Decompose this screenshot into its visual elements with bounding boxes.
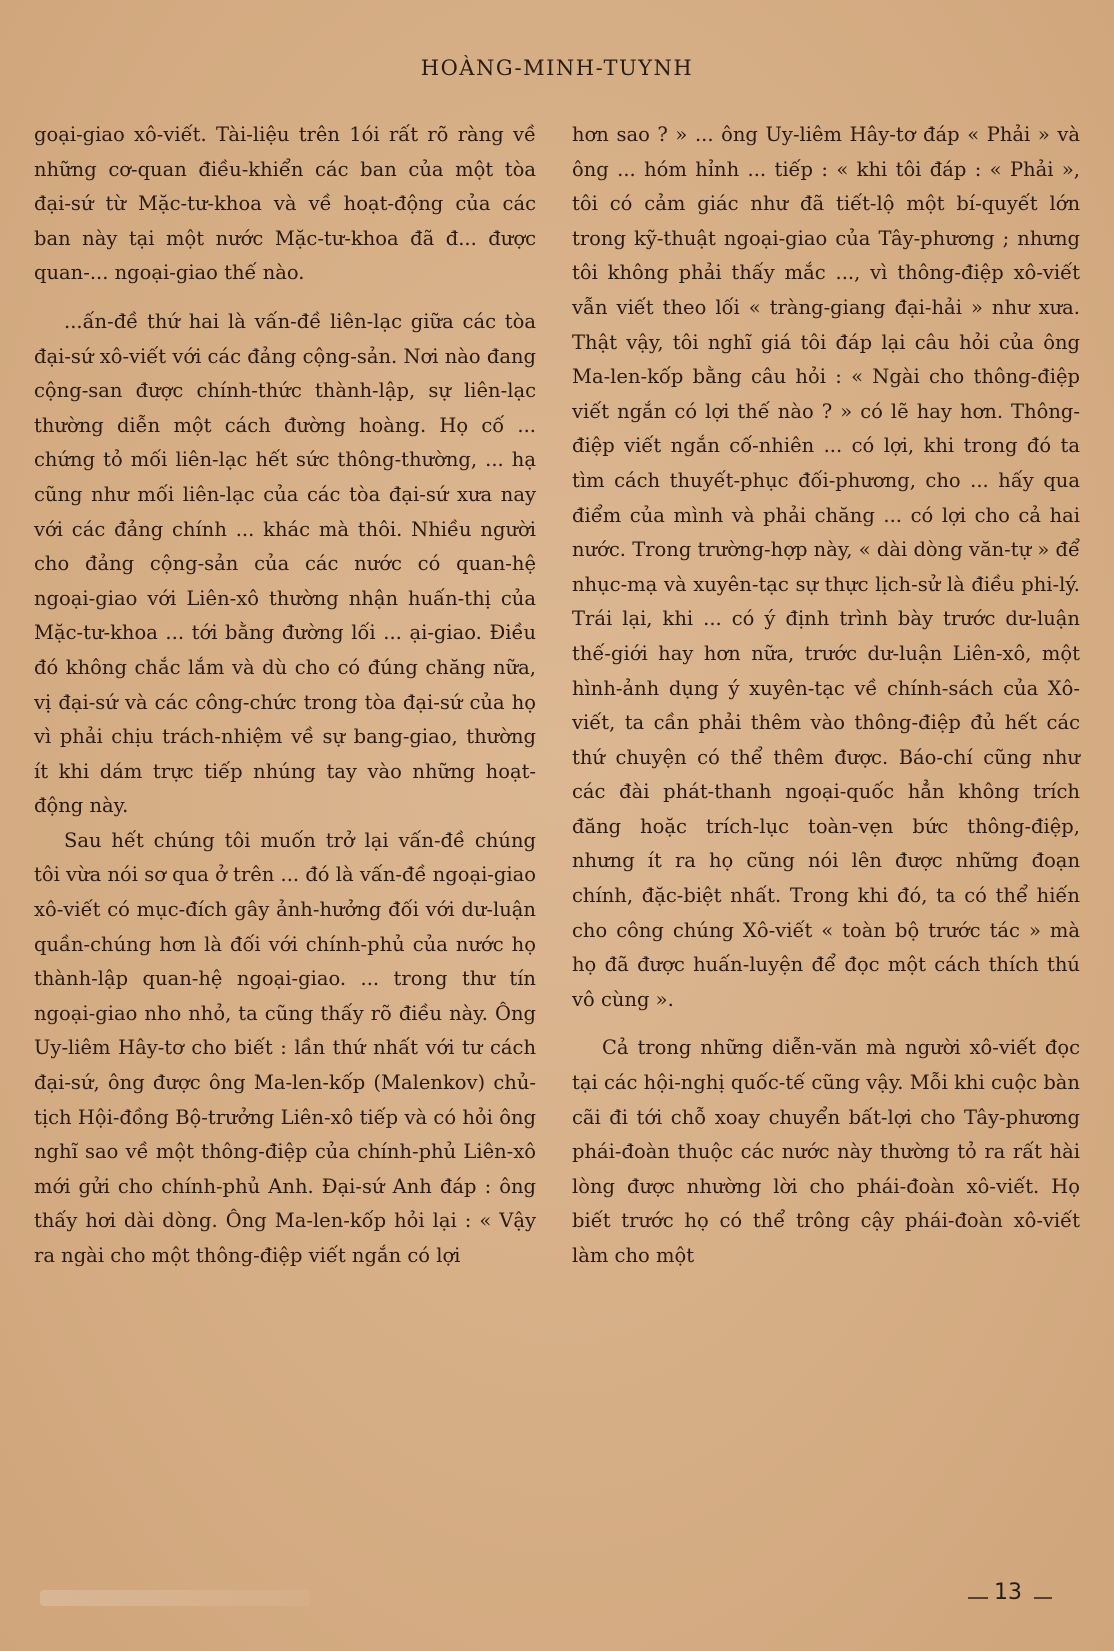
page-number: 13 (994, 1580, 1022, 1605)
paragraph-left-1: goại-giao xô-viết. Tài-liệu trên 1ói rất rõ ràng về những cơ-quan điều-khiển các ban của một tòa đại-sứ từ Mặc-tư-khoa và về hoạt-động của các ban này tại một nước Mặc-tư-khoa đã đ... được quan-... ngoại-giao thế nào. (34, 123, 536, 285)
page-number-dash-right (1034, 1597, 1052, 1599)
paragraph-left-2: ...ấn-đề thứ hai là vấn-đề liên-lạc giữa các tòa đại-sứ xô-viết với các đảng cộng-sản. Nơi nào đang cộng-san được chính-thức thành-lập, sự liên-lạc thường diễn một cách đường hoàng. Họ cố ... chứng tỏ mối liên-lạc hết sức thông-thường, ... hạ cũng như mối liên-lạc của các tòa đại-sứ xưa nay với các đảng chính ... khác mà thôi. Nhiều người cho đảng cộng-sản của các nước có quan-hệ ngoại-giao với Liên-xô thường nhận huấn-thị của Mặc-tư-khoa ... tới bằng đường lối ... ại-giao. Điều đó không chắc lắm và dù cho có đúng chăng nữa, vị đại-sứ và các công-chức trong tòa đại-sứ của họ vì phải chịu trách-nhiệm về sự bang-giao, thường ít khi dám trực tiếp nhúng tay vào những hoạt-động này. (34, 309, 536, 818)
right-column (572, 118, 1080, 1274)
paragraph-right-2: Cả trong những diễn-văn mà người xô-viết đọc tại các hội-nghị quốc-tế cũng vậy. Mỗi khi cuộc bàn cãi đi tới chỗ xoay chuyển bất-lợi cho Tây-phương phái-đoàn thuộc các nước này thường tỏ ra rất hài lòng được nhường lời cho phái-đoàn xô-viết. Họ biết trước họ có thể trông cậy phái-đoàn xô-viết làm cho một (572, 1036, 1080, 1267)
page-number-dash-left (968, 1597, 988, 1599)
running-head: HOÀNG-MINH-TUYNH (420, 56, 694, 80)
paragraph-right-1: hơn sao ? » ... ông Uy-liêm Hây-tơ đáp « Phải » và ông ... hóm hỉnh ... tiếp : « khi tôi đáp : « Phải », tôi có cảm giác như đã tiết-lộ một bí-quyết lớn trong kỹ-thuật ngoại-giao của Tây-phương ; nhưng tôi không phải thấy mắc ..., vì thông-điệp xô-viết vẫn viết theo lối « tràng-giang đại-hải » như xưa. Thật vậy, tôi nghĩ giá tôi đáp lại câu hỏi của ông Ma-len-kốp bằng câu hỏi : « Ngài cho thông-điệp viết ngắn có lợi thế nào ? » có lẽ hay hơn. Thông-điệp viết ngắn cố-nhiên ... có lợi, khi trong đó ta tìm cách thuyết-phục đối-phương, cho ... hấy qua điểm của mình và phải chăng ... có lợi cho cả hai nước. Trong trường-hợp này, « dài dòng văn-tự » để nhục-mạ và xuyên-tạc sự thực lịch-sử là điều phi-lý. Trái lại, khi ... có ý định trình bày trước dư-luận thế-giới hay hơn nữa, trước dư-luận Liên-xô, một hình-ảnh dụng ý xuyên-tạc về chính-sách của Xô-viết, ta cần phải thêm vào thông-điệp đủ hết các thứ chuyện có thể thêm được. Báo-chí cũng như các đài phát-thanh ngoại-quốc hẳn không trích đăng hoặc trích-lục toàn-vẹn bức thông-điệp, nhưng ít ra họ cũng nói lên được những đoạn chính, đặc-biệt nhất. Trong khi đó, ta có thể hiến cho công chúng Xô-viết « toàn bộ trước tác » mà họ đã được huấn-luyện để đọc một cách thích thú vô cùng ». (572, 123, 1080, 1011)
left-column (34, 118, 536, 1274)
paragraph-left-3: Sau hết chúng tôi muốn trở lại vấn-đề chúng tôi vừa nói sơ qua ở trên ... đó là vấn-đề ngoại-giao xô-viết có mục-đích gây ảnh-hưởng đối với dư-luận quần-chúng hơn là đối với chính-phủ của nước họ thành-lập quan-hệ ngoại-giao. ... trong thư tín ngoại-giao nho nhỏ, ta cũng thấy rõ điều này. Ông Uy-liêm Hây-tơ cho biết : lần thứ nhất với tư cách đại-sứ, ông được ông Ma-len-kốp (Malenkov) chủ-tịch Hội-đồng Bộ-trưởng Liên-xô tiếp và có hỏi ông nghĩ sao về một thông-điệp của chính-phủ Liên-xô mới gửi cho chính-phủ Anh. Đại-sứ Anh đáp : ông thấy hơi dài dòng. Ông Ma-len-kốp hỏi lại : « Vậy ra ngài cho một thông-điệp viết ngắn có lợi (34, 828, 536, 1267)
footer-smudge (40, 1590, 310, 1606)
